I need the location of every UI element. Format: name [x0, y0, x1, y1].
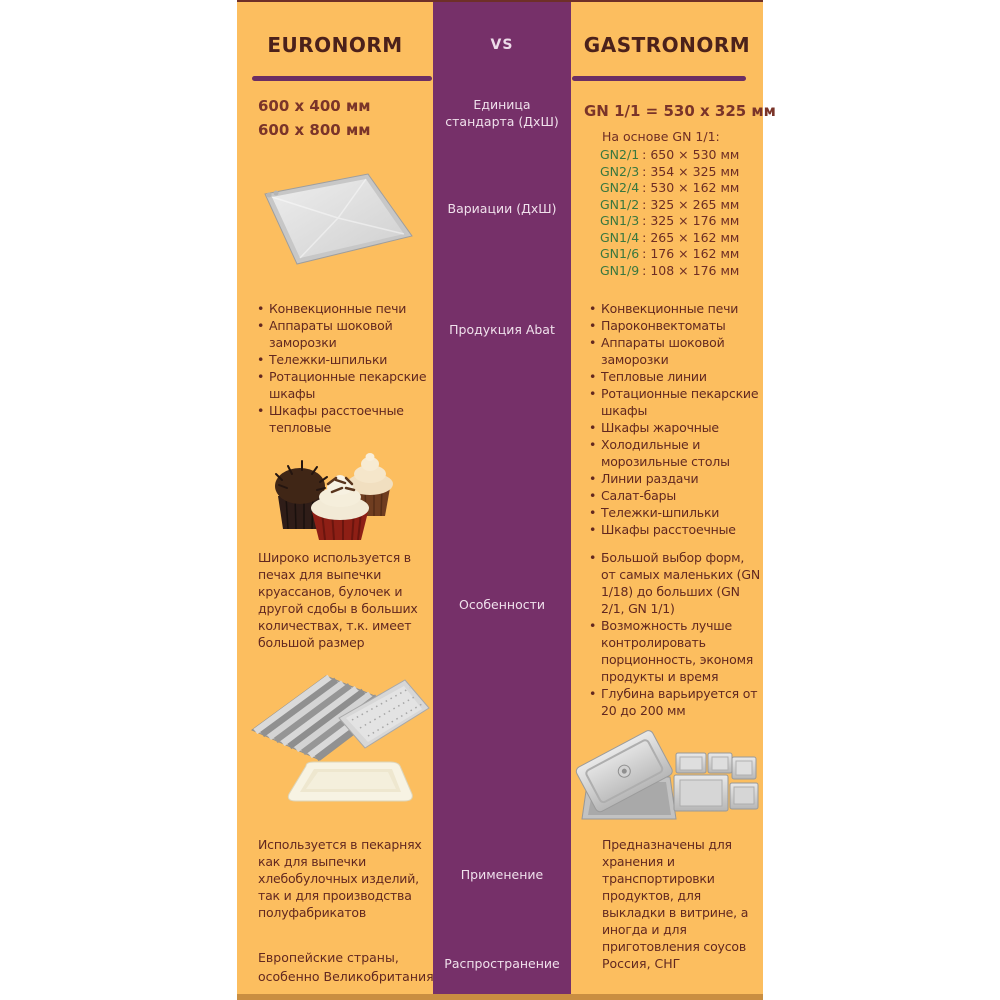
gn-code: GN1/9 — [600, 262, 640, 278]
gn-code: GN1/4 — [600, 229, 640, 245]
list-item: • Аппараты шоковой заморозки — [588, 334, 760, 368]
gn-code: GN2/1 — [600, 147, 640, 162]
category-variations: Вариации (ДхШ) — [447, 201, 557, 216]
top-border-strip — [237, 0, 763, 2]
euronorm-features-text: Широко используется в печах для выпечки круассанов, булочек и другой сдобы в больших количествах, т.к. имеет большой размер — [258, 550, 418, 650]
list-item: • Возможность лучше контролировать порционность, экономя продукты и время — [588, 617, 760, 685]
white-plastic-tray — [288, 762, 412, 801]
header-divider-right — [572, 76, 746, 81]
list-item: • Шкафы расстоечные тепловые — [256, 402, 430, 436]
gn-code: GN1/2 — [600, 196, 640, 212]
list-item: • Шкафы жарочные — [588, 419, 760, 436]
euronorm-title: EURONORM — [267, 33, 403, 57]
category-distribution: Распространение — [444, 956, 560, 971]
size-line: 600 x 800 мм — [258, 121, 371, 139]
gn-variation-row — [600, 164, 739, 181]
gn-code: GN1/3 — [600, 213, 640, 228]
list-item: • Большой выбор форм, от самых маленьких (GN 1/18) до больших (GN 2/1, GN 1/1) — [588, 549, 760, 617]
list-item: • Тепловые линии — [588, 368, 760, 385]
gn-variation-row — [600, 147, 739, 164]
euronorm-products-list — [256, 300, 430, 436]
gastronorm-variations-intro: На основе GN 1/1: — [602, 129, 720, 144]
gn-size: : 265 × 162 мм — [642, 229, 740, 245]
gastronorm-variations-list — [600, 147, 739, 279]
size-line: 600 x 400 мм — [258, 97, 371, 115]
list-item: • Конвекционные печи — [256, 300, 430, 317]
gastronorm-standard-size: GN 1/1 = 530 x 325 мм — [584, 102, 776, 120]
gastronorm-application-text: Предназначены для хранения и транспортировки продуктов, для выкладки в витрине, а иногда и для приготовления соусов — [602, 837, 749, 954]
gn-code: GN1/6 — [600, 246, 640, 261]
header-divider-left — [252, 76, 432, 81]
gn-code: GN2/4 — [600, 180, 640, 195]
gn-size: : 530 × 162 мм — [642, 180, 740, 195]
list-item: • Глубина варьируется от 20 до 200 мм — [588, 685, 760, 719]
euronorm-application-text: Используется в пекарнях как для выпечки хлебобулочных изделий, так и для производства полуфабрикатов — [258, 837, 422, 920]
euronorm-tray-set-image — [242, 658, 432, 806]
category-products: Продукция Abat — [449, 322, 555, 337]
list-item: • Шкафы расстоечные — [588, 521, 760, 538]
euronorm-standard-sizes — [258, 94, 371, 142]
category-application: Применение — [460, 867, 544, 882]
gn-variation-row — [600, 246, 739, 263]
gastronorm-containers-image — [574, 727, 760, 823]
vs-label: VS — [490, 37, 514, 53]
small-gn-pans — [674, 753, 758, 811]
gn-variation-row — [600, 213, 739, 230]
list-item: • Тележки-шпильки — [256, 351, 430, 368]
cupcakes-image — [262, 436, 422, 540]
category-standard-unit: Единица стандарта (ДхШ) — [445, 97, 559, 129]
center-panel-background — [433, 0, 571, 994]
gn-size: : 354 × 325 мм — [642, 163, 740, 179]
gn-code: GN2/3 — [600, 163, 640, 179]
list-item: • Тележки-шпильки — [588, 504, 760, 521]
list-item: • Пароконвектоматы — [588, 317, 760, 334]
gn-size: : 176 × 162 мм — [642, 246, 740, 261]
gastronorm-products-list — [588, 300, 760, 538]
list-item: • Линии раздачи — [588, 470, 760, 487]
category-features: Особенности — [458, 597, 546, 612]
gn-variation-row — [600, 180, 739, 197]
euronorm-distribution-text: Европейские страны, особенно Великобритания — [258, 950, 434, 984]
gastronorm-features-list — [588, 549, 760, 719]
gastronorm-title: GASTRONORM — [583, 33, 751, 57]
gn-size: : 325 × 176 мм — [642, 213, 740, 228]
list-item: • Конвекционные печи — [588, 300, 760, 317]
gn-variation-row — [600, 197, 739, 214]
gn-variation-row — [600, 230, 739, 247]
gn-size: : 650 × 530 мм — [642, 147, 740, 162]
gn-size: : 325 × 265 мм — [642, 196, 740, 212]
gastronorm-distribution-text: Россия, СНГ — [602, 956, 681, 971]
baking-sheet-image — [248, 168, 423, 280]
list-item: • Ротационные пекарские шкафы — [588, 385, 760, 419]
bottom-border-strip — [237, 994, 763, 1000]
gn-variation-row — [600, 263, 739, 280]
gn-size: : 108 × 176 мм — [642, 262, 740, 278]
list-item: • Холодильные и морозильные столы — [588, 436, 760, 470]
list-item: • Салат-бары — [588, 487, 760, 504]
list-item: • Аппараты шоковой заморозки — [256, 317, 430, 351]
list-item: • Ротационные пекарские шкафы — [256, 368, 430, 402]
